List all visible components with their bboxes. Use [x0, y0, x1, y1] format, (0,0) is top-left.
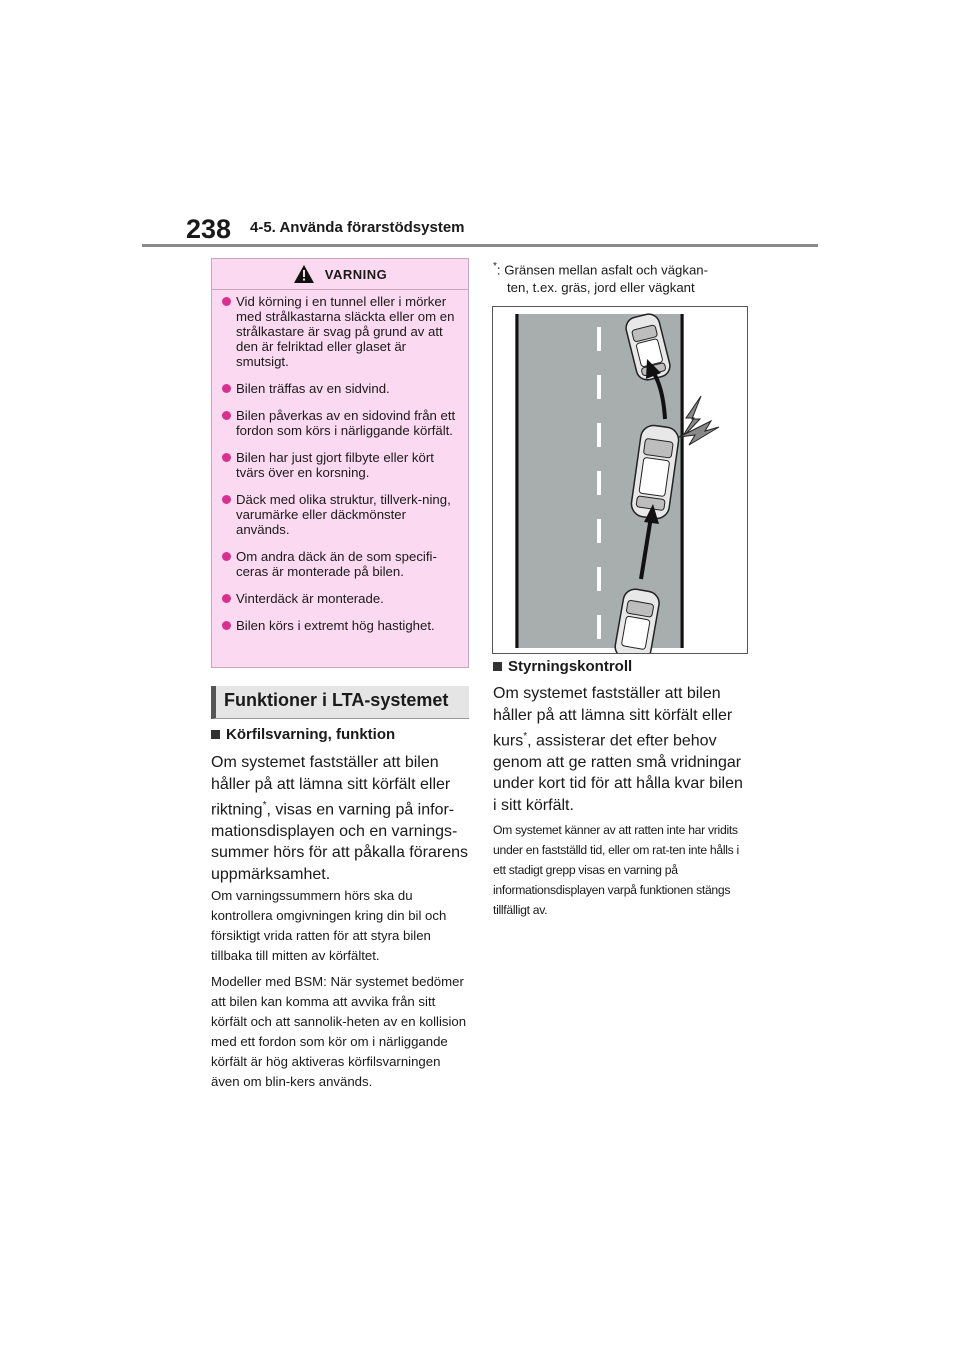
- warning-item: Bilen körs i extremt hög hastighet.: [222, 618, 458, 633]
- warning-item: Om andra däck än de som specifi-ceras är monterade på bilen.: [222, 549, 458, 579]
- section-title: 4-5. Använda förarstödsystem: [250, 219, 465, 236]
- bullet-icon: [222, 621, 231, 630]
- warning-item: Bilen påverkas av en sidovind från ett fordon som körs i närliggande körfält.: [222, 408, 458, 438]
- bullet-icon: [222, 552, 231, 561]
- warning-item: Vinterdäck är monterade.: [222, 591, 458, 606]
- bullet-icon: [222, 594, 231, 603]
- road-diagram: [493, 307, 747, 653]
- warning-item: Däck med olika struktur, tillverk-ning, varumärke eller däckmönster används.: [222, 492, 458, 537]
- lane-warning-paragraph: Om systemet fastställer att bilen håller på att lämna sitt körfält eller riktning*, visas en varning på infor-mationsdisplayen och en varnings-summer hörs för att påkalla förarens uppmärksamhet.: [211, 754, 468, 883]
- page-number: 238: [186, 214, 232, 244]
- lane-departure-illustration: [492, 306, 748, 654]
- warning-box: [211, 258, 469, 668]
- warning-item: Bilen har just gjort filbyte eller kört tvärs över en korsning.: [222, 450, 458, 480]
- square-bullet-icon: [493, 662, 502, 671]
- bullet-icon: [222, 495, 231, 504]
- bullet-icon: [222, 297, 231, 306]
- bullet-icon: [222, 453, 231, 462]
- warning-list: [212, 290, 468, 633]
- lane-warning-note: Om varningssummern hörs ska du kontrollera omgivningen kring din bil och försiktigt vrida ratten för att styra bilen tillbaka till mitten av körfältet.: [211, 888, 447, 963]
- square-bullet-icon: [211, 730, 220, 739]
- steering-paragraph: Om systemet fastställer att bilen håller på att lämna sitt körfält eller kurs*, assisterar det efter behov genom att ge ratten små vridningar under kort tid för att hålla kvar bilen i sitt körfält.: [493, 685, 743, 814]
- header-rule: [142, 244, 818, 247]
- warning-title: VARNING: [324, 266, 388, 282]
- lane-warning-heading: Körfilsvarning, funktion: [211, 726, 395, 743]
- warning-item: Vid körning i en tunnel eller i mörker med strålkastarna släckta eller om en strålkastare är svag på grund av att den är felriktad eller glaset är smutsigt.: [222, 294, 458, 369]
- warning-item: Bilen träffas av en sidvind.: [222, 381, 458, 396]
- bullet-icon: [222, 384, 231, 393]
- warning-triangle-icon: [293, 264, 315, 284]
- footnote: *: Gränsen mellan asfalt och vägkan- ten, t.ex. gräs, jord eller vägkant: [493, 261, 709, 296]
- functions-title: Funktioner i LTA-systemet: [224, 690, 449, 710]
- steering-note: Om systemet känner av att ratten inte har vridits under en fastställd tid, eller om rat-ten inte hålls i ett stadigt grepp visas en varning på informationsdisplayen varpå funktionen stängs tillfälligt av.: [493, 823, 739, 917]
- bsm-note: Modeller med BSM: När systemet bedömer att bilen kan komma att avvika från sitt körfält och att sannolik-heten av en kollision med ett fordon som kör om i närliggande körfält är hög aktiveras körfilsvarningen även om blin-kers används.: [211, 974, 467, 1089]
- bullet-icon: [222, 411, 231, 420]
- functions-header-box: [211, 686, 469, 719]
- steering-heading: Styrningskontroll: [493, 658, 632, 675]
- warning-header: [212, 259, 468, 290]
